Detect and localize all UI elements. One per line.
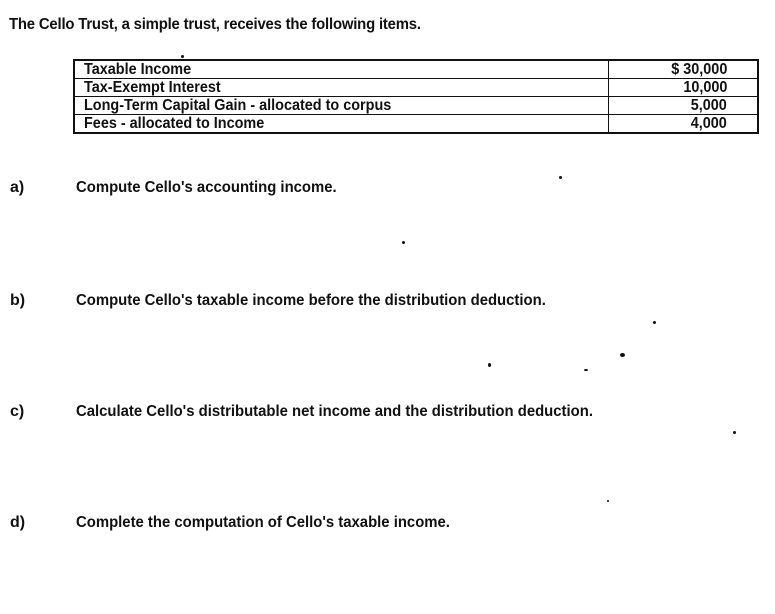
table-row: [74, 97, 758, 115]
question-letter: b): [10, 292, 26, 309]
scan-speck: [181, 55, 184, 58]
scan-speck: [559, 176, 562, 179]
scan-speck: [733, 431, 736, 434]
question-text: Compute Cello's taxable income before the distribution deduction.: [76, 292, 546, 309]
question-text: Complete the computation of Cello's taxable income.: [76, 514, 450, 531]
scan-speck: [607, 500, 609, 502]
trust-items-table: [73, 59, 759, 134]
item-amount: 10,000: [609, 79, 759, 97]
item-label: Fees - allocated to Income: [74, 115, 609, 134]
item-label: Tax-Exempt Interest: [74, 79, 609, 97]
scan-speck: [488, 363, 491, 367]
item-amount: 5,000: [609, 97, 759, 115]
scan-speck: [620, 353, 625, 357]
scan-speck: [402, 241, 405, 244]
scan-speck: [584, 369, 588, 371]
item-label: Taxable Income: [74, 60, 609, 79]
question-text: Calculate Cello's distributable net income and the distribution deduction.: [76, 403, 593, 420]
question-text: Compute Cello's accounting income.: [76, 179, 337, 196]
question-letter: a): [10, 179, 25, 196]
question-letter: d): [10, 514, 26, 531]
question-letter: c): [10, 403, 25, 420]
table-row: [74, 60, 758, 79]
item-amount: 4,000: [609, 115, 759, 134]
scan-speck: [653, 321, 656, 324]
table-row: [74, 115, 758, 134]
item-label: Long-Term Capital Gain - allocated to corpus: [74, 97, 609, 115]
intro-statement: The Cello Trust, a simple trust, receives the following items.: [9, 16, 421, 33]
item-amount: $ 30,000: [609, 60, 759, 79]
table-row: [74, 79, 758, 97]
